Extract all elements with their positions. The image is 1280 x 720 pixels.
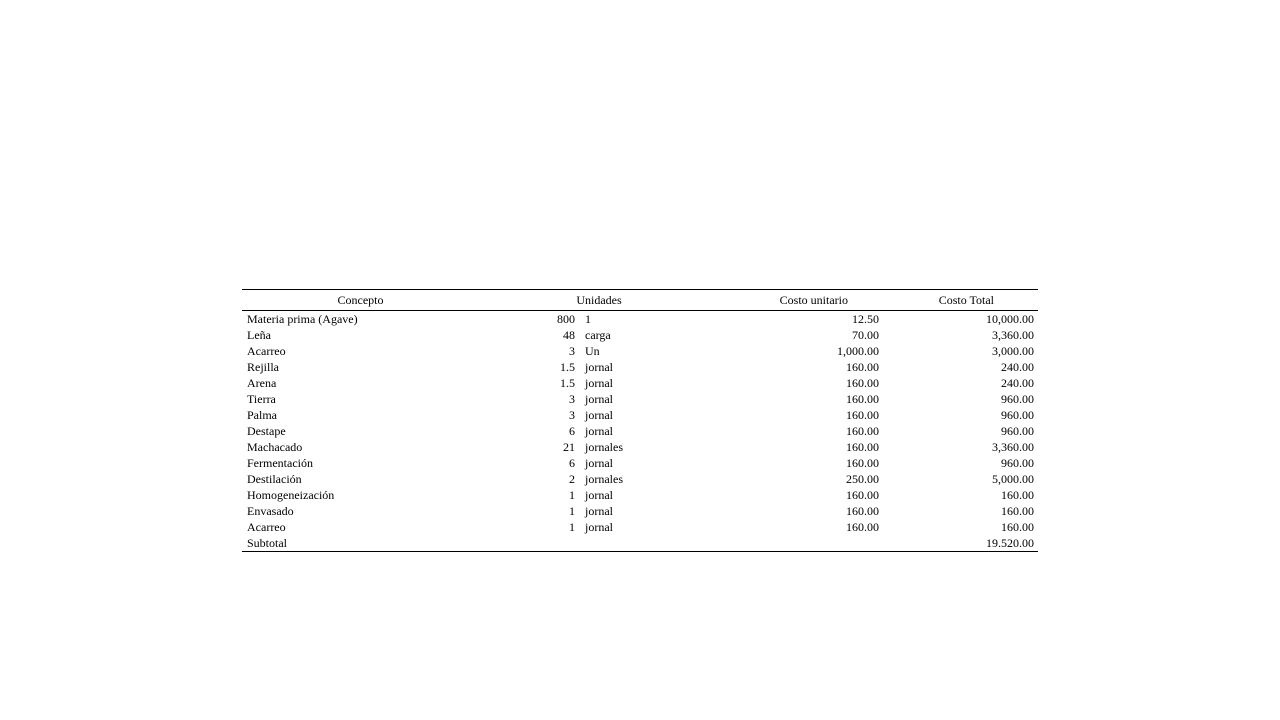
cell-concepto: Acarreo (247, 520, 286, 534)
cell-unidad: jornal (585, 376, 613, 390)
cell-cantidad: 1.5 (560, 360, 575, 374)
cell-costo-unitario: 160.00 (846, 424, 880, 438)
cell-cantidad: 1 (569, 488, 575, 502)
cell-concepto: Destilación (247, 472, 302, 486)
cell-concepto: Envasado (247, 504, 294, 518)
cell-unidad: jornal (585, 488, 613, 502)
header-costo-unitario: Costo unitario (779, 293, 849, 307)
cell-unidad: jornal (585, 520, 613, 534)
cell-unidad: jornal (585, 360, 613, 374)
cell-costo-total: 240.00 (1001, 376, 1035, 390)
subtotal-empty-qty (479, 535, 579, 552)
cell-costo-unitario: 250.00 (846, 472, 880, 486)
cell-costo-unitario: 160.00 (846, 488, 880, 502)
cell-costo-total: 960.00 (1001, 408, 1035, 422)
cell-concepto: Rejilla (247, 360, 279, 374)
table-row (242, 343, 1038, 359)
cell-unidad: jornal (585, 408, 613, 422)
header-unidades: Unidades (576, 293, 622, 307)
table-header (242, 290, 1038, 311)
cell-costo-total: 160.00 (1001, 488, 1035, 502)
table-row (242, 455, 1038, 471)
cell-costo-total: 3,360.00 (992, 328, 1035, 342)
header-row (242, 290, 1038, 311)
cell-costo-total: 3,360.00 (992, 440, 1035, 454)
cell-costo-total: 10,000.00 (986, 312, 1035, 326)
cell-cantidad: 1 (569, 504, 575, 518)
cell-costo-unitario: 160.00 (846, 440, 880, 454)
subtotal-value: 19.520.00 (986, 536, 1035, 550)
cell-costo-unitario: 160.00 (846, 392, 880, 406)
cell-concepto: Arena (247, 376, 277, 390)
cell-costo-unitario: 1,000.00 (837, 344, 880, 358)
cell-cantidad: 48 (563, 328, 575, 342)
table-row (242, 375, 1038, 391)
cell-costo-unitario: 160.00 (846, 376, 880, 390)
cell-costo-total: 960.00 (1001, 424, 1035, 438)
subtotal-label: Subtotal (247, 536, 288, 550)
cell-cantidad: 6 (569, 424, 575, 438)
table-row (242, 471, 1038, 487)
cell-cantidad: 800 (557, 312, 575, 326)
cell-concepto: Tierra (247, 392, 276, 406)
cell-unidad: jornal (585, 424, 613, 438)
cell-costo-total: 960.00 (1001, 392, 1035, 406)
cell-concepto: Materia prima (Agave) (247, 312, 358, 326)
table-row (242, 311, 1038, 328)
cell-unidad: jornal (585, 456, 613, 470)
cell-costo-unitario: 160.00 (846, 520, 880, 534)
cell-unidad: carga (585, 328, 611, 342)
table-row (242, 391, 1038, 407)
cell-unidad: jornal (585, 392, 613, 406)
table-row (242, 519, 1038, 535)
table-row (242, 407, 1038, 423)
header-concepto: Concepto (337, 293, 384, 307)
cell-cantidad: 1.5 (560, 376, 575, 390)
cell-costo-unitario: 160.00 (846, 504, 880, 518)
subtotal-empty-unit (579, 535, 719, 552)
cell-concepto: Palma (247, 408, 277, 422)
cell-costo-total: 3,000.00 (992, 344, 1035, 358)
cell-cantidad: 3 (569, 392, 575, 406)
table-row (242, 439, 1038, 455)
table-row (242, 359, 1038, 375)
cell-cantidad: 21 (563, 440, 575, 454)
cell-concepto: Leña (247, 328, 271, 342)
subtotal-empty-unitcost (719, 535, 883, 552)
cell-costo-unitario: 160.00 (846, 408, 880, 422)
cell-costo-total: 160.00 (1001, 520, 1035, 534)
cell-concepto: Acarreo (247, 344, 286, 358)
cell-concepto: Fermentación (247, 456, 313, 470)
table-body (242, 311, 1038, 552)
cell-costo-unitario: 160.00 (846, 360, 880, 374)
cell-unidad: jornales (585, 440, 623, 454)
cell-costo-total: 5,000.00 (992, 472, 1035, 486)
cell-costo-unitario: 160.00 (846, 456, 880, 470)
cell-cantidad: 3 (569, 344, 575, 358)
cell-unidad: Un (585, 344, 600, 358)
cell-unidad: 1 (585, 312, 591, 326)
cell-costo-total: 240.00 (1001, 360, 1035, 374)
table-row (242, 503, 1038, 519)
cell-concepto: Homogeneización (247, 488, 335, 502)
header-costo-total: Costo Total (938, 293, 995, 307)
cell-cantidad: 1 (569, 520, 575, 534)
cell-cantidad: 2 (569, 472, 575, 486)
cell-costo-total: 960.00 (1001, 456, 1035, 470)
cell-unidad: jornales (585, 472, 623, 486)
table-row (242, 487, 1038, 503)
subtotal-row (242, 535, 1038, 552)
cell-concepto: Machacado (247, 440, 303, 454)
table-row (242, 327, 1038, 343)
table-row (242, 423, 1038, 439)
cell-costo-total: 160.00 (1001, 504, 1035, 518)
cell-cantidad: 3 (569, 408, 575, 422)
cell-cantidad: 6 (569, 456, 575, 470)
cell-unidad: jornal (585, 504, 613, 518)
cell-costo-unitario: 70.00 (852, 328, 880, 342)
cell-concepto: Destape (247, 424, 286, 438)
cell-costo-unitario: 12.50 (852, 312, 880, 326)
cost-table (242, 289, 1038, 552)
